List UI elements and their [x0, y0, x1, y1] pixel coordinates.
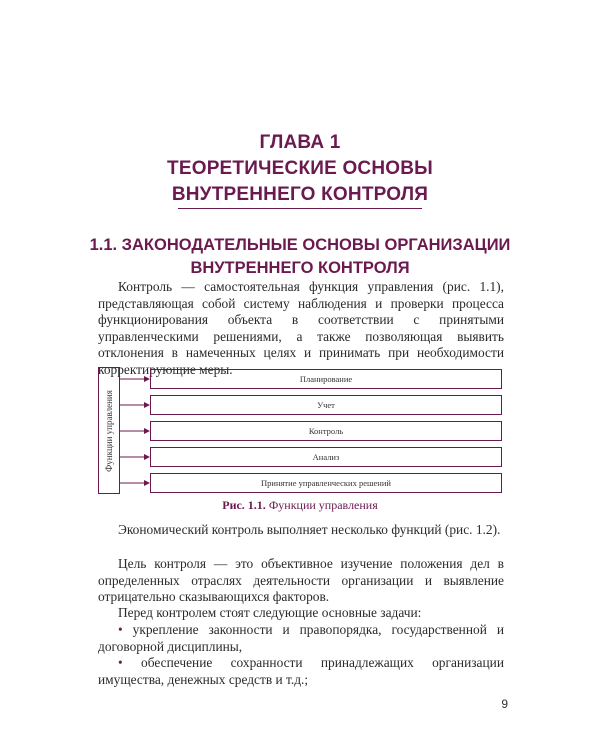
figure-box-decisions: Принятие управленческих решений [150, 473, 502, 493]
chapter-title-line-2: ТЕОРЕТИЧЕСКИЕ ОСНОВЫ [167, 158, 433, 179]
figure-arrows [120, 367, 152, 497]
chapter-title-line-1: ГЛАВА 1 [259, 132, 341, 153]
figure-box-accounting: Учет [150, 395, 502, 415]
paragraph-control-goal: Цель контроля — это объективное изучение положения дел в определенных отраслях деятельности организации и выявление отрицательно сказывающихся факторов. [98, 556, 504, 604]
paragraph-control-definition: Контроль — самостоятельная функция управления (рис. 1.1), представляющая собой систему наблюдения и проверки процесса функционирования объекта в соответствии с принятыми управленческими решениями, а также позволяющая выявить отклонения в намеченных целях и принимать при необходимости корректирующие меры. [98, 279, 504, 377]
figure-caption [0, 498, 600, 513]
section-title-line-2: ВНУТРЕННЕГО КОНТРОЛЯ [190, 259, 410, 277]
figure-vertical-label: Функции управления [104, 389, 114, 472]
section-title [0, 234, 600, 280]
section-title-line-1: 1.1. ЗАКОНОДАТЕЛЬНЫЕ ОСНОВЫ ОРГАНИЗАЦИИ [89, 236, 511, 254]
bullet-icon: • [118, 622, 123, 637]
figure-vertical-box [98, 367, 120, 494]
page-number: 9 [501, 697, 508, 711]
figure-box-control: Контроль [150, 421, 502, 441]
figure-box-analysis: Анализ [150, 447, 502, 467]
bullet-icon: • [118, 655, 123, 670]
figure-caption-text: Функции управления [268, 498, 378, 512]
figure-caption-label: Рис. 1.1. [222, 498, 266, 512]
list-item-legality-text: укрепление законности и правопорядка, государственной и договорной дисциплины, [98, 622, 504, 654]
figure-box-planning: Планирование [150, 369, 502, 389]
list-item-legality [98, 622, 504, 655]
chapter-divider [178, 208, 422, 209]
paragraph-tasks-intro: Перед контролем стоят следующие основные задачи: [118, 605, 422, 620]
figure-management-functions [98, 367, 504, 497]
list-item-property [98, 655, 504, 688]
chapter-title [0, 130, 600, 208]
list-item-property-text: обеспечение сохранности принадлежащих организации имущества, денежных средств и т.д.; [98, 655, 504, 687]
chapter-title-line-3: ВНУТРЕННЕГО КОНТРОЛЯ [171, 184, 429, 205]
paragraph-economic-control: Экономический контроль выполняет несколько функций (рис. 1.2). [118, 522, 501, 537]
